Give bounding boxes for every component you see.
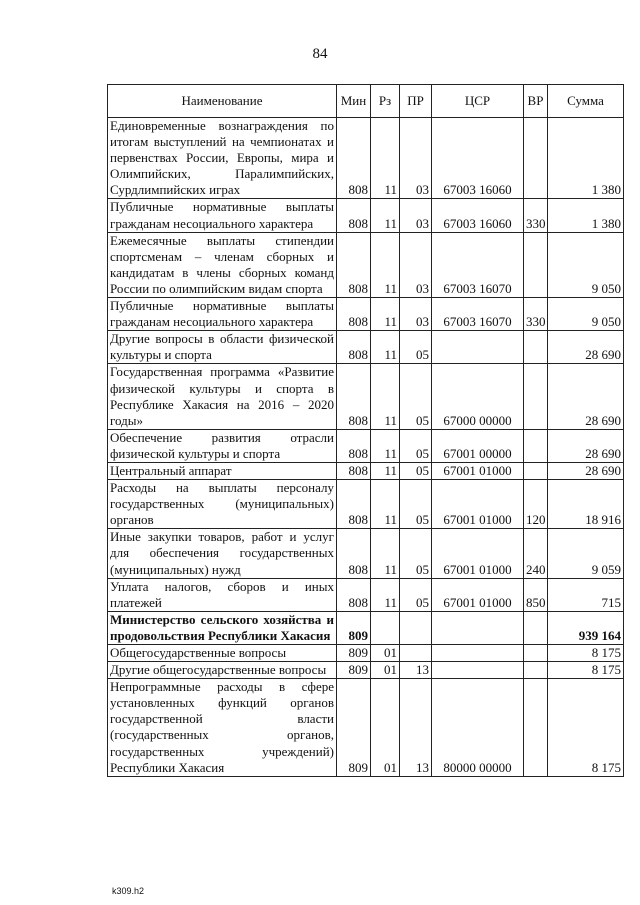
cell-sum: 1 380 <box>548 118 624 199</box>
budget-table <box>107 84 624 777</box>
cell-vr <box>524 679 548 777</box>
cell-pr: 13 <box>400 679 432 777</box>
header-vr: ВР <box>524 85 548 118</box>
cell-csr: 67001 01000 <box>432 578 524 611</box>
cell-min: 808 <box>337 232 371 297</box>
cell-csr: 67003 16070 <box>432 232 524 297</box>
cell-rz: 11 <box>371 232 400 297</box>
table-row <box>108 529 624 578</box>
cell-sum: 1 380 <box>548 199 624 232</box>
cell-min: 809 <box>337 662 371 679</box>
table-row <box>108 199 624 232</box>
cell-pr: 03 <box>400 232 432 297</box>
cell-name: Министерство сельского хозяйства и продовольствия Республики Хакасия <box>108 611 337 644</box>
table-row <box>108 462 624 479</box>
cell-name: Другие вопросы в области физической культуры и спорта <box>108 331 337 364</box>
cell-vr <box>524 232 548 297</box>
cell-csr <box>432 611 524 644</box>
cell-rz: 11 <box>371 331 400 364</box>
cell-name: Расходы на выплаты персоналу государственных (муниципальных) органов <box>108 480 337 529</box>
table-header-row <box>108 85 624 118</box>
cell-vr <box>524 462 548 479</box>
table-row <box>108 331 624 364</box>
cell-sum: 28 690 <box>548 429 624 462</box>
cell-pr: 05 <box>400 578 432 611</box>
table-row <box>108 480 624 529</box>
cell-rz: 11 <box>371 298 400 331</box>
cell-pr <box>400 645 432 662</box>
cell-vr <box>524 662 548 679</box>
cell-vr <box>524 645 548 662</box>
cell-rz: 11 <box>371 429 400 462</box>
cell-vr <box>524 611 548 644</box>
table-row <box>108 429 624 462</box>
cell-rz: 11 <box>371 529 400 578</box>
cell-sum: 28 690 <box>548 331 624 364</box>
cell-csr: 67003 16060 <box>432 199 524 232</box>
cell-rz: 11 <box>371 578 400 611</box>
cell-pr: 05 <box>400 331 432 364</box>
cell-vr <box>524 118 548 199</box>
cell-min: 808 <box>337 199 371 232</box>
cell-pr: 05 <box>400 429 432 462</box>
header-rz: Рз <box>371 85 400 118</box>
cell-sum: 9 059 <box>548 529 624 578</box>
cell-pr: 05 <box>400 480 432 529</box>
cell-vr: 330 <box>524 298 548 331</box>
cell-vr: 240 <box>524 529 548 578</box>
cell-vr: 330 <box>524 199 548 232</box>
cell-pr: 13 <box>400 662 432 679</box>
table-row <box>108 679 624 777</box>
cell-min: 808 <box>337 331 371 364</box>
cell-sum: 8 175 <box>548 662 624 679</box>
cell-name: Непрограммные расходы в сфере установленных функций органов государственной власти (государственных органов, государственных учреждений) Республики Хакасия <box>108 679 337 777</box>
cell-name: Другие общегосударственные вопросы <box>108 662 337 679</box>
cell-name: Единовременные вознаграждения по итогам выступлений на чемпионатах и первенствах России, Европы, мира и Олимпийских, Паралимпийских, Сурдлимпийских игрaх <box>108 118 337 199</box>
cell-pr: 05 <box>400 462 432 479</box>
cell-min: 808 <box>337 429 371 462</box>
cell-csr <box>432 662 524 679</box>
cell-csr: 67001 01000 <box>432 462 524 479</box>
table-row <box>108 298 624 331</box>
cell-sum: 9 050 <box>548 232 624 297</box>
cell-rz: 11 <box>371 199 400 232</box>
header-pr: ПР <box>400 85 432 118</box>
cell-sum: 8 175 <box>548 645 624 662</box>
cell-vr: 850 <box>524 578 548 611</box>
cell-rz: 01 <box>371 679 400 777</box>
cell-sum: 28 690 <box>548 462 624 479</box>
header-sum: Сумма <box>548 85 624 118</box>
cell-sum: 8 175 <box>548 679 624 777</box>
cell-name: Общегосударственные вопросы <box>108 645 337 662</box>
cell-vr <box>524 331 548 364</box>
cell-csr: 67003 16070 <box>432 298 524 331</box>
header-name: Наименование <box>108 85 337 118</box>
cell-csr: 80000 00000 <box>432 679 524 777</box>
cell-min: 808 <box>337 462 371 479</box>
cell-pr: 05 <box>400 529 432 578</box>
table-row <box>108 118 624 199</box>
cell-min: 808 <box>337 529 371 578</box>
cell-rz: 11 <box>371 118 400 199</box>
cell-min: 808 <box>337 118 371 199</box>
footer-code: k309.h2 <box>112 886 145 896</box>
cell-rz: 11 <box>371 364 400 429</box>
table-row <box>108 662 624 679</box>
cell-name: Обеспечение развития отрасли физической культуры и спорта <box>108 429 337 462</box>
cell-csr: 67001 00000 <box>432 429 524 462</box>
cell-min: 808 <box>337 480 371 529</box>
cell-vr <box>524 364 548 429</box>
cell-rz: 01 <box>371 645 400 662</box>
cell-sum: 9 050 <box>548 298 624 331</box>
cell-name: Иные закупки товаров, работ и услуг для обеспечения государственных (муниципальных) нужд <box>108 529 337 578</box>
cell-csr: 67000 00000 <box>432 364 524 429</box>
cell-pr <box>400 611 432 644</box>
cell-min: 808 <box>337 578 371 611</box>
cell-csr: 67001 01000 <box>432 480 524 529</box>
cell-csr: 67001 01000 <box>432 529 524 578</box>
cell-pr: 03 <box>400 118 432 199</box>
table-row <box>108 578 624 611</box>
cell-csr <box>432 645 524 662</box>
table-row <box>108 645 624 662</box>
cell-sum: 715 <box>548 578 624 611</box>
cell-min: 808 <box>337 298 371 331</box>
cell-name: Центральный аппарат <box>108 462 337 479</box>
cell-rz: 11 <box>371 480 400 529</box>
cell-pr: 03 <box>400 199 432 232</box>
cell-sum: 28 690 <box>548 364 624 429</box>
header-csr: ЦСР <box>432 85 524 118</box>
cell-name: Ежемесячные выплаты стипендии спортсменам – членам сборных и кандидатам в члены сборных команд России по олимпийским видам спорта <box>108 232 337 297</box>
cell-name: Публичные нормативные выплаты гражданам несоциального характера <box>108 298 337 331</box>
table-row <box>108 232 624 297</box>
table-body <box>108 118 624 777</box>
cell-min: 809 <box>337 679 371 777</box>
cell-csr: 67003 16060 <box>432 118 524 199</box>
header-min: Мин <box>337 85 371 118</box>
cell-min: 809 <box>337 645 371 662</box>
cell-name: Публичные нормативные выплаты гражданам несоциального характера <box>108 199 337 232</box>
table-row <box>108 611 624 644</box>
cell-name: Уплата налогов, сборов и иных платежей <box>108 578 337 611</box>
cell-vr <box>524 429 548 462</box>
table-row <box>108 364 624 429</box>
cell-min: 808 <box>337 364 371 429</box>
cell-rz: 11 <box>371 462 400 479</box>
cell-csr <box>432 331 524 364</box>
cell-sum: 939 164 <box>548 611 624 644</box>
cell-vr: 120 <box>524 480 548 529</box>
cell-pr: 03 <box>400 298 432 331</box>
cell-pr: 05 <box>400 364 432 429</box>
cell-rz <box>371 611 400 644</box>
cell-name: Государственная программа «Развитие физической культуры и спорта в Республике Хакасия на 2016 – 2020 годы» <box>108 364 337 429</box>
cell-min: 809 <box>337 611 371 644</box>
page-number: 84 <box>312 46 328 62</box>
cell-sum: 18 916 <box>548 480 624 529</box>
cell-rz: 01 <box>371 662 400 679</box>
